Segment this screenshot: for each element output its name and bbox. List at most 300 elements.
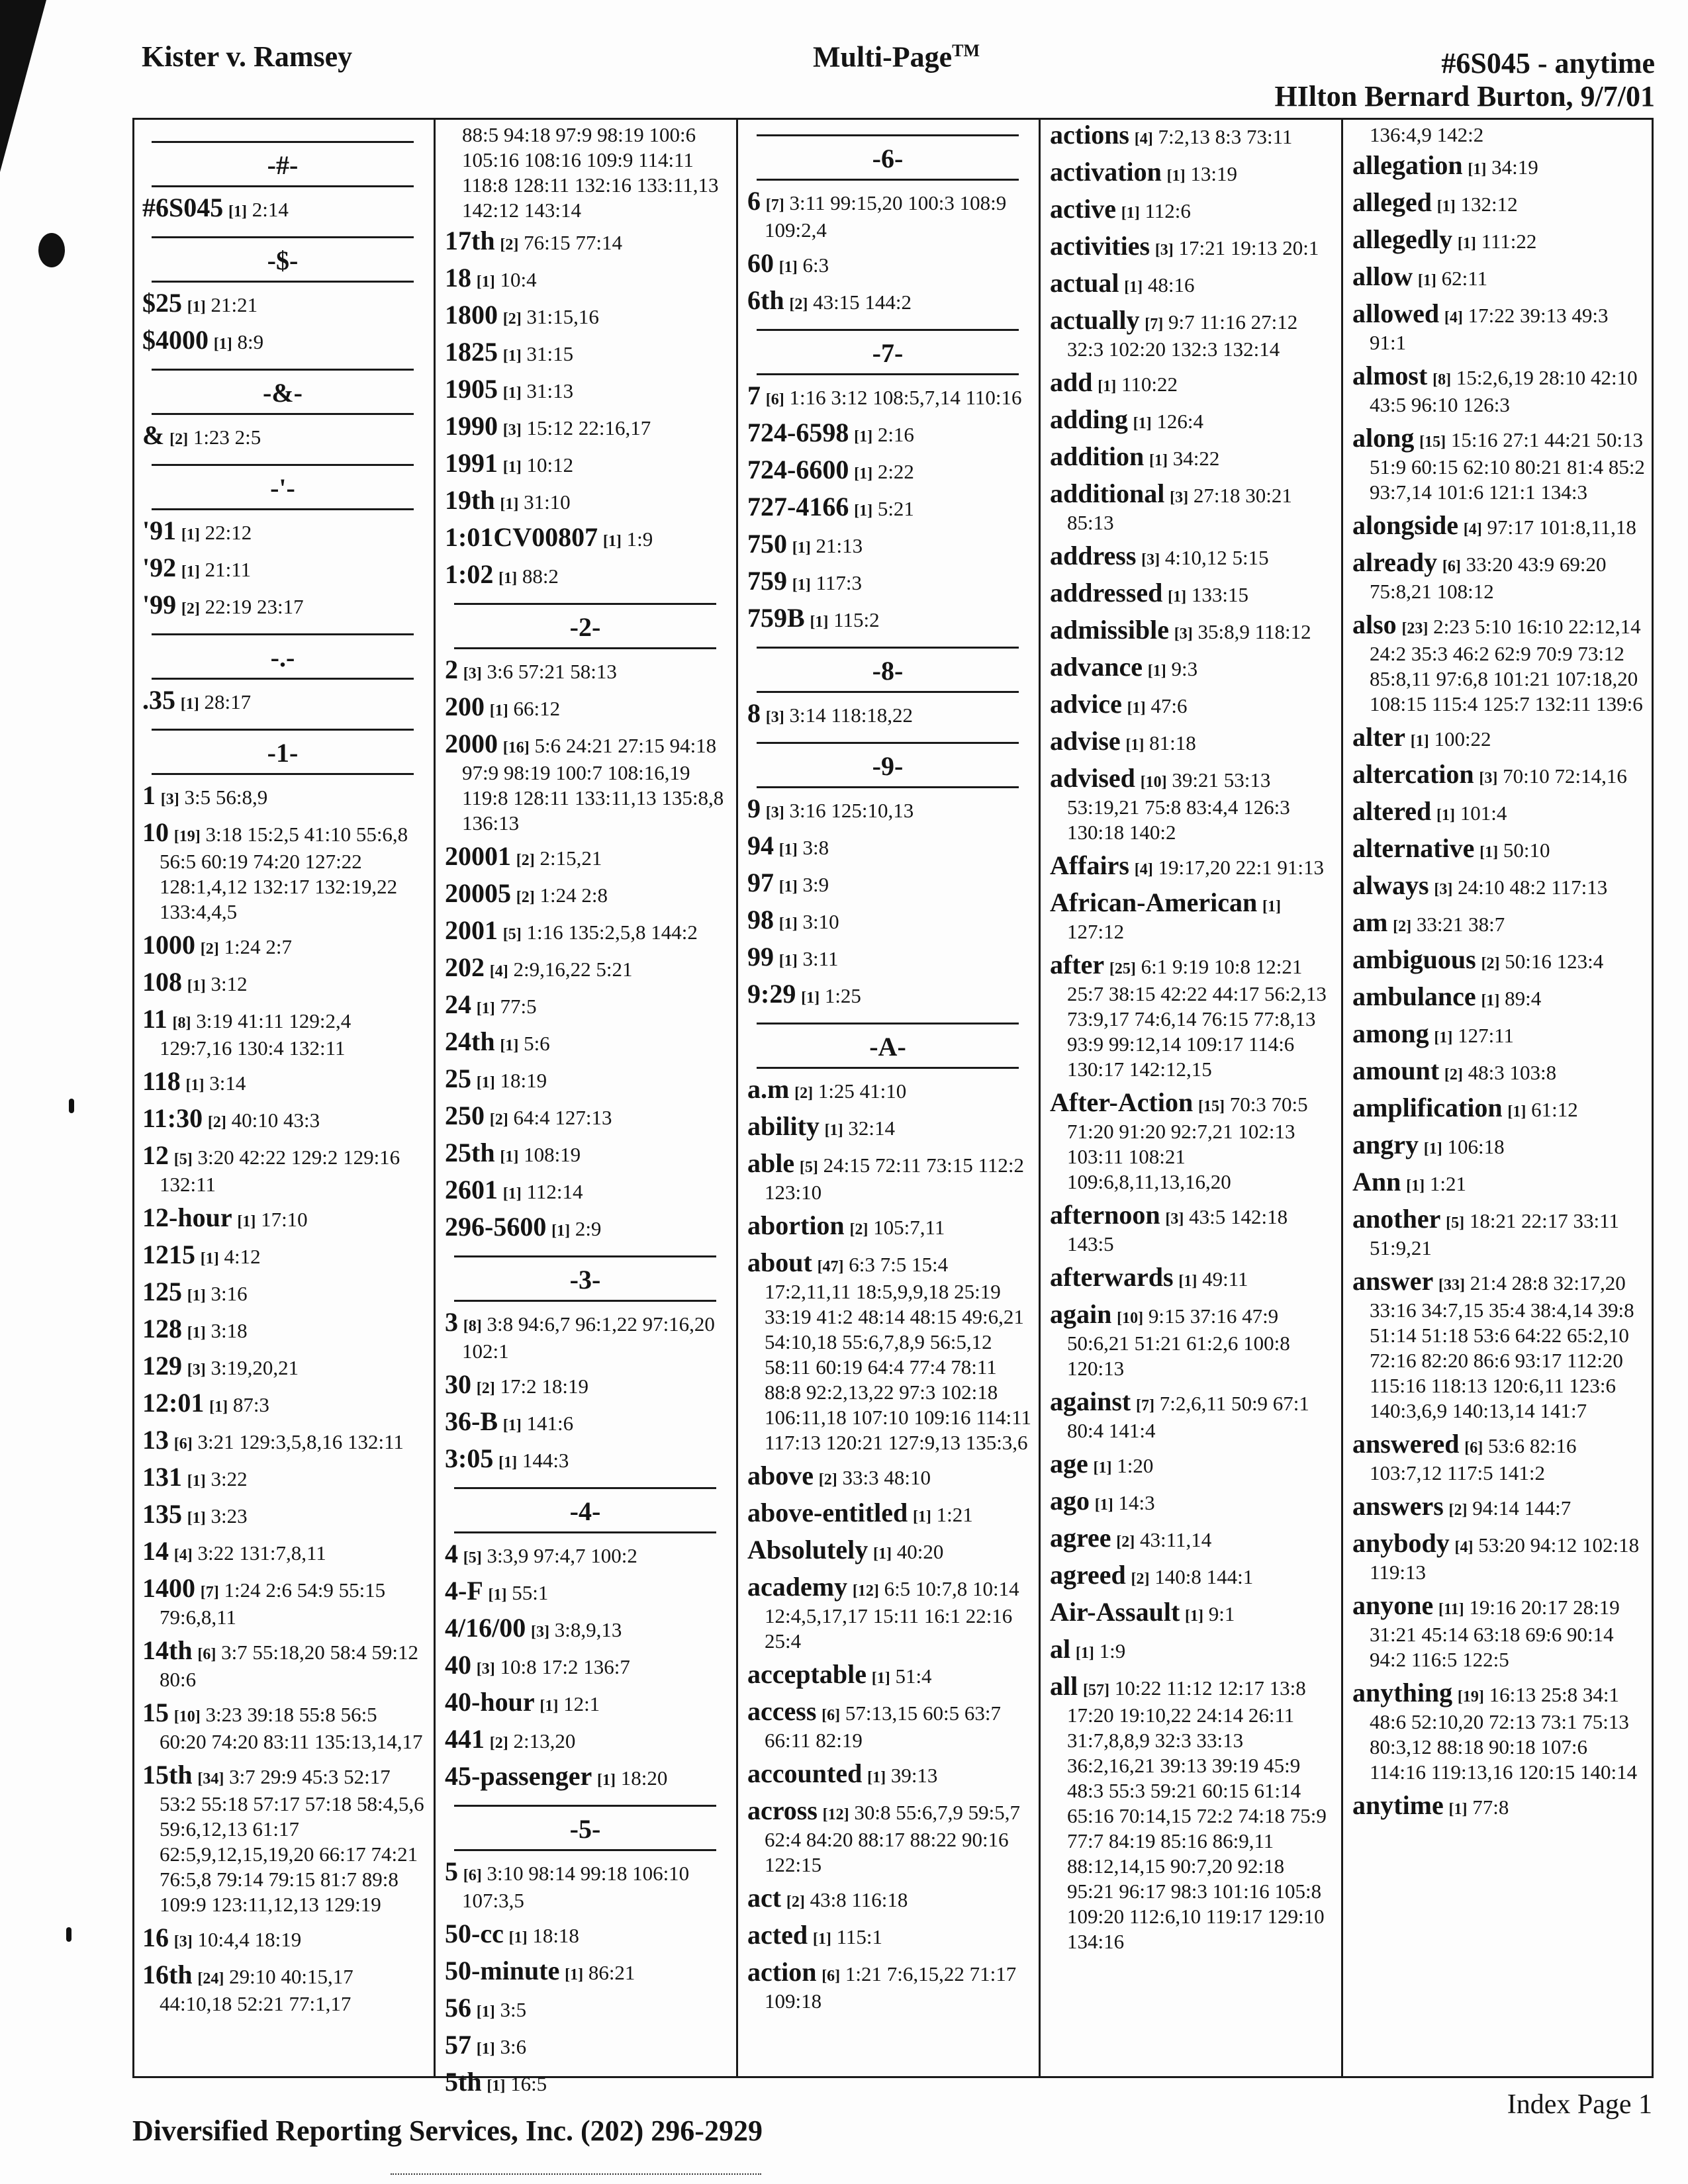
index-entry xyxy=(1352,1528,1645,1585)
section-heading: -1- xyxy=(152,729,414,775)
index-entry xyxy=(1352,261,1645,293)
index-term: anyone xyxy=(1352,1590,1434,1620)
occurrence-count: [1] xyxy=(1098,378,1117,395)
occurrence-count: [1] xyxy=(187,978,206,995)
occurrence-count: [6] xyxy=(1464,1439,1483,1457)
occurrence-count: [15] xyxy=(1419,433,1446,451)
index-term: act xyxy=(747,1883,782,1913)
occurrence-count: [6] xyxy=(463,1867,482,1884)
index-entry xyxy=(1050,404,1335,436)
occurrence-count: [1] xyxy=(854,465,873,482)
index-entry xyxy=(747,796,1032,825)
occurrence-count: [1] xyxy=(810,614,829,631)
occurrence-count: [7] xyxy=(1145,316,1164,333)
index-term: also xyxy=(1352,610,1397,639)
occurrence-count: [6] xyxy=(197,1646,216,1663)
index-term: against xyxy=(1050,1387,1131,1416)
occurrence-count: [7] xyxy=(200,1584,219,1601)
page-line-references: 29:10 40:15,17 44:10,18 52:21 77:1,17 xyxy=(160,1965,353,2015)
occurrence-count: [1] xyxy=(213,336,232,353)
page-line-references: 105:7,11 xyxy=(873,1216,945,1239)
index-term: amplification xyxy=(1352,1093,1503,1122)
page-line-references: 4:12 xyxy=(224,1245,261,1268)
index-term: academy xyxy=(747,1572,848,1602)
index-entry xyxy=(445,1214,729,1244)
occurrence-count: [12] xyxy=(822,1806,849,1823)
index-entry xyxy=(445,1177,729,1206)
page-line-references: 31:13 xyxy=(526,379,574,402)
index-term: 724-6598 xyxy=(747,418,849,447)
occurrence-count: [2] xyxy=(794,1085,814,1102)
index-term: 16 xyxy=(142,1923,169,1952)
index-entry xyxy=(445,1066,729,1095)
occurrence-count: [8] xyxy=(1432,371,1452,388)
page-line-references: 3:19 41:11 129:2,4 129:7,16 130:4 132:11 xyxy=(160,1009,352,1060)
occurrence-count: [1] xyxy=(476,1074,495,1091)
index-term: advise xyxy=(1050,726,1121,756)
page-line-references: 3:18 xyxy=(211,1319,248,1342)
index-term: addressed xyxy=(1050,578,1163,608)
page-line-references: 7:2,6,11 50:9 67:1 80:4 141:4 xyxy=(1067,1392,1309,1442)
occurrence-count: [1] xyxy=(187,1324,206,1342)
page-line-references: 5:6 xyxy=(524,1032,550,1055)
page-line-references: 12:1 xyxy=(563,1692,600,1715)
occurrence-count: [1] xyxy=(801,989,820,1007)
index-entry xyxy=(747,1250,1032,1455)
index-entry xyxy=(747,285,1032,317)
index-term: allegedly xyxy=(1352,224,1453,254)
index-term: 108 xyxy=(142,967,182,997)
index-entry xyxy=(1050,543,1335,572)
index-term: accounted xyxy=(747,1758,863,1788)
page-line-references: 13:19 xyxy=(1190,162,1237,185)
index-term: 250 xyxy=(445,1101,485,1130)
occurrence-count: [2] xyxy=(502,310,522,328)
index-term: anybody xyxy=(1352,1528,1450,1558)
index-term: altered xyxy=(1352,796,1432,826)
index-entry xyxy=(445,1307,729,1364)
index-term: 98 xyxy=(747,905,774,934)
index-term: answered xyxy=(1352,1429,1460,1459)
index-term: allegation xyxy=(1352,150,1463,180)
page-line-references: 9:15 37:16 47:9 50:6,21 51:21 61:2,6 100:8 120:13 xyxy=(1067,1304,1290,1380)
index-entry xyxy=(142,1242,427,1271)
occurrence-count: [3] xyxy=(502,422,522,439)
index-entry xyxy=(445,265,729,295)
index-entry xyxy=(1352,833,1645,865)
section-heading: -3- xyxy=(454,1255,716,1302)
index-entry xyxy=(747,1883,1032,1915)
occurrence-count: [2] xyxy=(489,1735,508,1752)
index-entry xyxy=(1352,423,1645,505)
page-line-references: 27:18 30:21 85:13 xyxy=(1067,484,1292,534)
occurrence-count: [3] xyxy=(1141,551,1160,569)
index-term: 202 xyxy=(445,952,485,982)
index-term: another xyxy=(1352,1204,1441,1234)
index-term: 2 xyxy=(445,655,458,684)
occurrence-count: [1] xyxy=(871,1670,890,1687)
index-term: am xyxy=(1352,907,1388,937)
continued-references: 88:5 94:18 97:9 98:19 100:6 105:16 108:16 109:9 114:11 118:8 128:11 132:16 133:11,13 142:12 143:14 xyxy=(462,123,719,222)
occurrence-count: [1] xyxy=(1121,205,1140,222)
occurrence-count: [1] xyxy=(502,1185,522,1203)
index-term: 11 xyxy=(142,1004,167,1034)
page-line-references: 48:3 103:8 xyxy=(1468,1061,1557,1084)
page-line-references: 3:16 125:10,13 xyxy=(789,799,914,822)
index-entry xyxy=(1050,1262,1335,1294)
index-entry xyxy=(445,731,729,836)
page-line-references: 1:24 2:8 xyxy=(539,884,608,907)
page-line-references: 24:10 48:2 117:13 xyxy=(1458,876,1608,899)
index-entry xyxy=(142,780,427,812)
occurrence-count: [3] xyxy=(463,665,482,682)
index-entry xyxy=(142,1425,427,1457)
index-entry xyxy=(747,1500,1032,1529)
occurrence-count: [15] xyxy=(1197,1098,1225,1115)
page-line-references: 3:7 29:9 45:3 52:17 53:2 55:18 57:17 57:18 58:4,5,6 59:6,12,13 61:17 62:5,9,12,15,19,20 66:17 74:21 76:5,8 79:14 79:15 81:7 89:8 109:9 123:11,12,13 129:19 xyxy=(160,1765,424,1916)
index-term: advised xyxy=(1050,763,1135,793)
index-term: 3 xyxy=(445,1307,458,1337)
page-line-references: 31:10 xyxy=(524,490,571,514)
occurrence-count: [1] xyxy=(873,1545,892,1563)
multi-page-logo xyxy=(813,42,980,72)
index-term: 2000 xyxy=(445,729,498,758)
page-line-references: 2:23 5:10 16:10 22:12,14 24:2 35:3 46:2 62:9 70:9 73:12 85:8,11 97:6,8 101:21 107:18,20 108:15 115:4 125:7 132:11 139:6 xyxy=(1370,615,1643,715)
index-term: adding xyxy=(1050,404,1128,434)
occurrence-count: [2] xyxy=(1448,1502,1468,1519)
index-term: almost xyxy=(1352,361,1428,390)
index-entry xyxy=(445,559,729,591)
index-term: 441 xyxy=(445,1724,485,1754)
index-term: 1800 xyxy=(445,300,498,330)
index-term: actually xyxy=(1050,305,1140,335)
page-line-references: 18:21 22:17 33:11 51:9,21 xyxy=(1370,1209,1620,1259)
index-term: 4 xyxy=(445,1539,458,1569)
occurrence-count: [4] xyxy=(1134,861,1153,878)
page-line-references: 10:4 xyxy=(500,268,537,291)
occurrence-count: [1] xyxy=(854,502,873,520)
index-term: 6th xyxy=(747,285,784,315)
occurrence-count: [1] xyxy=(508,1929,528,1946)
trademark-mark: TM xyxy=(952,41,980,60)
occurrence-count: [1] xyxy=(778,915,798,933)
page-line-references: 39:21 53:13 53:19,21 75:8 83:4,4 126:3 130:18 140:2 xyxy=(1067,768,1290,844)
page-line-references: 3:9 xyxy=(802,873,829,896)
index-term: $25 xyxy=(142,288,182,318)
index-term: 50-cc xyxy=(445,1919,504,1948)
index-term: above xyxy=(747,1461,814,1490)
page-line-references: 28:17 xyxy=(204,690,252,713)
index-entry xyxy=(445,302,729,332)
page-line-references: 31:15,16 xyxy=(526,305,599,328)
occurrence-count: [24] xyxy=(197,1970,224,1987)
index-entry xyxy=(1050,159,1335,189)
index-entry xyxy=(1352,1429,1645,1486)
page-line-references: 144:3 xyxy=(522,1449,569,1472)
page-line-references: 22:12 xyxy=(205,521,252,544)
page-line-references: 127:11 xyxy=(1458,1024,1515,1047)
index-entry xyxy=(142,1279,427,1308)
index-term: 15th xyxy=(142,1760,193,1790)
section-heading: -2- xyxy=(454,603,716,649)
index-term: advice xyxy=(1050,689,1122,719)
index-term: 13 xyxy=(142,1425,169,1455)
index-entry xyxy=(1050,1299,1335,1381)
page-line-references: 3:6 57:21 58:13 xyxy=(487,660,617,683)
page-line-references: 1:23 2:5 xyxy=(193,426,261,449)
index-term: '99 xyxy=(142,590,177,619)
occurrence-count: [10] xyxy=(1117,1310,1144,1327)
index-entry xyxy=(142,1499,427,1531)
page-line-references: 2:9,16,22 5:21 xyxy=(513,958,633,981)
occurrence-count: [7] xyxy=(765,197,784,214)
page-line-references: 127:12 xyxy=(1067,920,1125,943)
index-entry xyxy=(142,592,427,621)
page-line-references: 31:15 xyxy=(526,342,574,365)
occurrence-count: [1] xyxy=(1436,198,1456,215)
page-line-references: 112:6 xyxy=(1145,199,1191,222)
occurrence-count: [25] xyxy=(1109,960,1136,978)
page-line-references: 70:3 70:5 71:20 91:20 92:7,21 102:13 103:11 108:21 109:6,8,11,13,16,20 xyxy=(1067,1093,1308,1193)
page-line-references: 2:13,20 xyxy=(513,1729,576,1752)
index-term: age xyxy=(1050,1449,1088,1479)
occurrence-count: [1] xyxy=(1075,1645,1094,1662)
page-line-references: 17:2 18:19 xyxy=(500,1375,588,1398)
page-line-references: 3:5 xyxy=(500,1998,527,2021)
index-entry xyxy=(1352,187,1645,219)
index-term: .35 xyxy=(142,685,175,715)
index-term: 1905 xyxy=(445,374,498,404)
occurrence-count: [1] xyxy=(180,696,199,713)
occurrence-count: [6] xyxy=(821,1707,841,1724)
occurrence-count: [3] xyxy=(187,1361,206,1379)
occurrence-count: [2] xyxy=(516,852,535,869)
index-term: admissible xyxy=(1050,615,1170,645)
index-term: 9 xyxy=(747,794,761,823)
index-entry xyxy=(1352,722,1645,754)
index-entry xyxy=(445,1615,729,1645)
index-column xyxy=(437,120,738,2097)
index-entry xyxy=(445,374,729,406)
section-heading: -.- xyxy=(152,633,414,680)
occurrence-count: [4] xyxy=(1454,1539,1474,1556)
occurrence-count: [2] xyxy=(207,1114,226,1131)
occurrence-count: [2] xyxy=(786,1893,805,1911)
page-line-references: 40:20 xyxy=(896,1540,944,1563)
occurrence-count: [1] xyxy=(502,347,522,365)
index-term: activities xyxy=(1050,231,1150,261)
index-term: above-entitled xyxy=(747,1498,908,1527)
page-line-references: 3:11 xyxy=(802,947,839,970)
page-line-references: 3:18 15:2,5 41:10 55:6,8 56:5 60:19 74:20 127:22 128:1,4,12 132:17 132:19,22 133:4,4,5 xyxy=(160,823,408,923)
page-line-references: 1:16 3:12 108:5,7,14 110:16 xyxy=(789,386,1022,409)
occurrence-count: [10] xyxy=(1140,774,1167,791)
occurrence-count: [4] xyxy=(489,963,508,980)
index-entry xyxy=(445,1443,729,1475)
page-line-references: 7:2,13 8:3 73:11 xyxy=(1158,125,1293,148)
index-entry xyxy=(1352,870,1645,902)
index-term: agree xyxy=(1050,1523,1111,1553)
occurrence-count: [2] xyxy=(1131,1570,1150,1588)
occurrence-count: [1] xyxy=(502,459,522,476)
index-term: 12-hour xyxy=(142,1203,232,1232)
occurrence-count: [1] xyxy=(854,428,873,445)
index-term: $4000 xyxy=(142,325,209,355)
page-line-references: 126:4 xyxy=(1156,410,1203,433)
index-term: 750 xyxy=(747,529,787,559)
page-line-references: 3:7 55:18,20 58:4 59:12 80:6 xyxy=(160,1641,419,1691)
page-line-references: 22:19 23:17 xyxy=(205,595,304,618)
page-line-references: 1:9 xyxy=(1099,1639,1126,1662)
page-line-references: 77:5 xyxy=(500,995,537,1018)
index-term: Absolutely xyxy=(747,1535,868,1565)
page-line-references: 4:10,12 5:15 xyxy=(1164,546,1269,569)
occurrence-count: [1] xyxy=(778,952,798,970)
index-entry xyxy=(1352,224,1645,256)
index-entry xyxy=(747,870,1032,899)
index-entry xyxy=(142,1635,427,1692)
page-line-references: 9:1 xyxy=(1208,1602,1235,1625)
occurrence-count: [2] xyxy=(169,431,189,448)
page-line-references: 43:8 116:18 xyxy=(810,1888,908,1911)
occurrence-count: [1] xyxy=(539,1698,559,1715)
page-line-references: 3:19,20,21 xyxy=(211,1356,299,1379)
index-entry xyxy=(747,1537,1032,1567)
index-entry xyxy=(1050,231,1335,263)
index-term: 7 xyxy=(747,381,761,410)
page-line-references: 3:8 94:6,7 96:1,22 97:16,20 102:1 xyxy=(462,1312,715,1363)
index-entry xyxy=(142,1004,427,1061)
index-term: 5th xyxy=(445,2067,482,2097)
occurrence-count: [8] xyxy=(463,1318,482,1335)
page-line-references: 112:14 xyxy=(526,1180,583,1203)
index-entry xyxy=(445,915,729,947)
index-entry xyxy=(445,1687,729,1719)
section-heading: -9- xyxy=(757,742,1019,788)
occurrence-count: [6] xyxy=(1442,558,1461,575)
page-line-references: 2:9 xyxy=(575,1217,602,1240)
scan-mark xyxy=(69,1099,74,1113)
page-line-references: 16:13 25:8 34:1 48:6 52:10,20 72:13 73:1 75:13 80:3,12 88:18 90:18 107:6 114:16 119:13,16 120:15 140:14 xyxy=(1370,1683,1638,1784)
index-entry xyxy=(1352,298,1645,355)
index-term: #6S045 xyxy=(142,193,224,222)
index-entry xyxy=(1050,887,1335,944)
index-entry xyxy=(747,1210,1032,1242)
index-term: agreed xyxy=(1050,1560,1126,1590)
page-line-references: 111:22 xyxy=(1481,230,1537,253)
index-term: 24 xyxy=(445,989,471,1019)
occurrence-count: [1] xyxy=(200,1250,219,1267)
index-term: among xyxy=(1352,1019,1429,1048)
index-entry xyxy=(1352,612,1645,717)
index-term: 4-F xyxy=(445,1576,483,1606)
section-heading: -#- xyxy=(152,141,414,187)
page-line-references: 40:10 43:3 xyxy=(231,1109,320,1132)
index-entry xyxy=(445,841,729,873)
index-entry xyxy=(445,228,729,257)
index-term: 40 xyxy=(445,1650,471,1680)
index-entry xyxy=(747,1957,1032,2014)
occurrence-count: [1] xyxy=(187,1510,206,1527)
index-entry xyxy=(747,1463,1032,1492)
occurrence-count: [4] xyxy=(173,1547,193,1564)
page-line-references: 2:14 xyxy=(252,198,289,221)
index-term: already xyxy=(1352,547,1438,577)
page-line-references: 3:20 42:22 129:2 129:16 132:11 xyxy=(160,1146,400,1196)
index-term: 99 xyxy=(747,942,774,972)
index-term: advance xyxy=(1050,652,1143,682)
occurrence-count: [3] xyxy=(765,709,784,726)
page-line-references: 34:22 xyxy=(1172,447,1220,470)
occurrence-count: [1] xyxy=(1448,1801,1468,1818)
page-line-references: 17:22 39:13 49:3 91:1 xyxy=(1370,304,1609,354)
section-heading: -5- xyxy=(454,1805,716,1851)
index-term: answers xyxy=(1352,1491,1444,1521)
index-entry xyxy=(747,420,1032,449)
page-line-references: 117:3 xyxy=(816,571,862,594)
page-line-references: 43:11,14 xyxy=(1140,1528,1212,1551)
page-line-references: 1:25 41:10 xyxy=(818,1079,907,1103)
occurrence-count: [1] xyxy=(1149,452,1168,469)
occurrence-count: [4] xyxy=(1463,521,1482,538)
index-term: ambiguous xyxy=(1352,944,1476,974)
index-term: 5 xyxy=(445,1856,458,1886)
occurrence-count: [1] xyxy=(596,1772,616,1789)
index-term: allowed xyxy=(1352,298,1440,328)
occurrence-count: [1] xyxy=(181,563,200,580)
index-entry xyxy=(1050,478,1335,535)
index-entry xyxy=(445,522,729,554)
page-line-references: 70:10 72:14,16 xyxy=(1503,764,1627,788)
index-entry xyxy=(445,1995,729,2025)
page-line-references: 10:4,4 18:19 xyxy=(197,1928,302,1951)
index-term: After-Action xyxy=(1050,1087,1194,1117)
index-term: after xyxy=(1050,950,1105,979)
index-entry xyxy=(142,325,427,357)
occurrence-count: [1] xyxy=(1406,1177,1425,1195)
page-line-references: 108:19 xyxy=(524,1143,581,1166)
index-term: angry xyxy=(1352,1130,1419,1160)
index-term: 24th xyxy=(445,1026,495,1056)
index-column xyxy=(1344,120,1652,2076)
index-entry xyxy=(1352,1680,1645,1785)
index-entry xyxy=(747,494,1032,523)
index-term: 759B xyxy=(747,603,805,633)
index-term: 17th xyxy=(445,226,495,255)
index-entry xyxy=(1050,1525,1335,1555)
index-entry xyxy=(142,195,427,224)
index-entry xyxy=(142,1925,427,1954)
index-entry xyxy=(1050,1087,1335,1195)
page-line-references: 53:20 94:12 102:18 119:13 xyxy=(1370,1533,1640,1584)
page-line-references: 53:6 82:16 103:7,12 117:5 141:2 xyxy=(1370,1434,1577,1484)
index-entry xyxy=(1050,441,1335,473)
index-term: Air-Assault xyxy=(1050,1597,1180,1627)
index-entry xyxy=(445,1103,729,1132)
page-line-references: 5:21 xyxy=(877,497,914,520)
page-line-references: 76:15 77:14 xyxy=(524,231,623,254)
page-line-references: 1:21 xyxy=(936,1503,973,1526)
occurrence-count: [1] xyxy=(1185,1608,1204,1625)
page-line-references: 47:6 xyxy=(1150,694,1188,717)
index-term: 14th xyxy=(142,1635,193,1665)
page-line-references: 21:21 xyxy=(211,293,258,316)
occurrence-count: [1] xyxy=(792,576,811,594)
index-entry xyxy=(1352,1095,1645,1124)
index-term: along xyxy=(1352,423,1415,453)
occurrence-count: [2] xyxy=(789,296,808,313)
index-entry xyxy=(747,698,1032,730)
